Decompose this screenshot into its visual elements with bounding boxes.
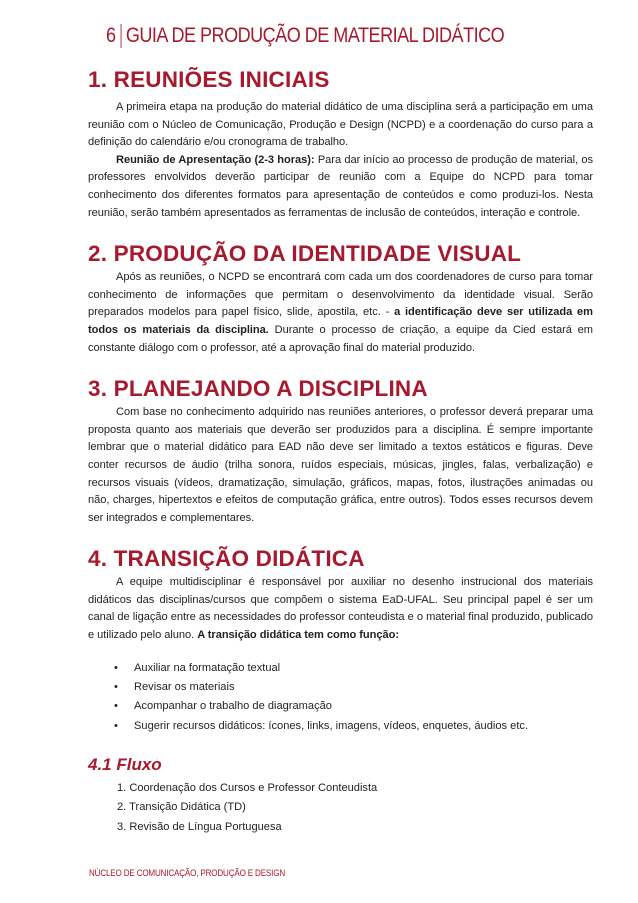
section-2-text-a: Após as reuniões, o NCPD se encontrará com cada um dos coordenadores de curso para tomar conhecimento de informações que permitam o desenvolvimento da identidade visual. Serão preparados modelos para papel físico, slide, apostila, etc. - <box>88 271 593 319</box>
meeting-description: Para dar início ao processo de produção de material, os professores envolvidos deverão participar de reunião com a Equipe do NCPD para tomar conhecimento dos diferentes formatos para apresentação de conteúdos e como produzi-los. Nesta reunião, serão também apresentados as ferramentas de inclusão de conteúdos, interação e controle. <box>88 153 594 219</box>
section-4-title: 4. TRANSIÇÃO DIDÁTICA <box>88 546 365 572</box>
section-4-text-a: A equipe multidisciplinar é responsável por auxiliar no desenho instrucional dos materiais didáticos das disciplinas/cursos que compõem o sistema EaD-UFAL. Seu principal papel é ser um canal de ligação entre as necessidades do professor conteudista e o material final produzido, publicado e utilizado pelo aluno. <box>88 576 593 642</box>
section-2-paragraph-1 <box>88 269 593 357</box>
list-item-text: Sugerir recursos didáticos: ícones, links, imagens, vídeos, enquetes, áudios etc. <box>134 719 529 732</box>
flow-step: 3. Revisão de Língua Portuguesa <box>117 820 282 833</box>
section-4-emphasis: A transição didática tem como função: <box>197 629 399 642</box>
section-2-title: 2. PRODUÇÃO DA IDENTIDADE VISUAL <box>88 241 522 267</box>
subsection-4-1-title: 4.1 Fluxo <box>88 754 162 774</box>
list-item-text: Revisar os materiais <box>134 680 235 693</box>
section-1-title: 1. REUNIÕES INICIAIS <box>88 67 330 92</box>
header-divider <box>121 24 122 48</box>
section-3-title: 3. PLANEJANDO A DISCIPLINA <box>88 376 428 402</box>
section-1-paragraph-2 <box>88 152 593 222</box>
section-3-paragraph-1: Com base no conhecimento adquirido nas reuniões anteriores, o professor deverá preparar uma proposta quanto aos materiais que deverão ser produzidos para a disciplina. É sempre importante lembrar que o material didático para EAD não deve ser limitado a textos estáticos e figuras. Deve conter recursos de áudio (trilha sonora, ruídos especiais, músicas, jingles, falas, verbalização) e recursos visuais (vídeos, dramatização, simulação, gráficos, mapas, fotos, ilustrações animadas ou não, charges, hipertextos e efeitos de computação gráfica, entre outros). Todos esses recursos devem ser integrados e complementares. <box>88 406 593 524</box>
section-4-paragraph-1 <box>88 574 593 644</box>
page-number: 6 <box>106 24 116 47</box>
list-item-text: Auxiliar na formatação textual <box>134 661 281 674</box>
flow-step: 1. Coordenação dos Cursos e Professor Conteudista <box>117 781 378 794</box>
flow-list <box>88 779 593 838</box>
list-item: • Revisar os materiais <box>114 680 235 693</box>
list-item: • Auxiliar na formatação textual <box>114 661 281 674</box>
list-item-text: Acompanhar o trabalho de diagramação <box>134 700 332 713</box>
running-title: GUIA DE PRODUÇÃO DE MATERIAL DIDÁTICO <box>125 24 505 47</box>
list-item: • Acompanhar o trabalho de diagramação <box>114 700 332 713</box>
running-header <box>106 19 504 53</box>
meeting-label: Reunião de Apresentação (2-3 horas): <box>116 153 315 166</box>
flow-step: 2. Transição Didática (TD) <box>117 801 246 814</box>
page-footer: NÚCLEO DE COMUNICAÇÃO, PRODUÇÃO E DESIGN <box>89 868 286 879</box>
section-1-paragraph-1: A primeira etapa na produção do material didático de uma disciplina será a participação em uma reunião com o Núcleo de Comunicação, Produção e Design (NCPD) e a coordenação do curso para a definição do calendário e/ou cronograma de trabalho. <box>88 101 593 149</box>
page-content <box>88 66 593 837</box>
functions-list <box>88 659 593 736</box>
section-2-text-b: Durante o processo de criação, a equipe da Cied estará em constante diálogo com o professor, até a aprovação final do material produzido. <box>88 323 593 354</box>
section-2-emphasis: a identificação deve ser utilizada em todos os materiais da disciplina. <box>88 306 593 336</box>
list-item: • Sugerir recursos didáticos: ícones, links, imagens, vídeos, enquetes, áudios etc. <box>114 719 529 732</box>
